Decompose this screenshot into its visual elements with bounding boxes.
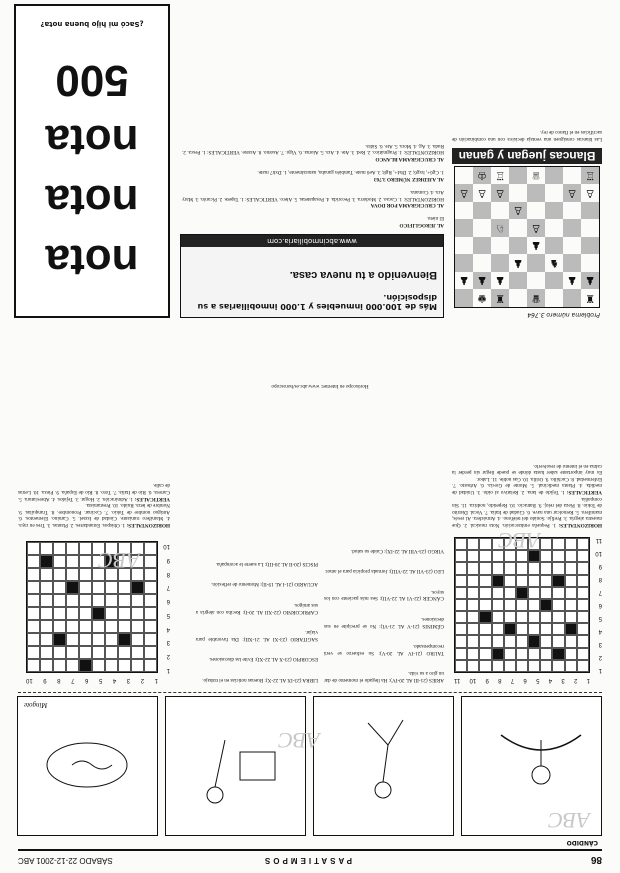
chess-square (545, 237, 563, 255)
chess-square (545, 185, 563, 203)
col-number: 4 (112, 677, 117, 683)
solutions (182, 8, 444, 228)
chess-section (452, 8, 602, 318)
row-number: 6 (166, 598, 170, 605)
col-number: 1 (154, 677, 158, 683)
watermark: ABC (498, 528, 540, 553)
chess-square: ♙ (585, 187, 595, 200)
chess-square: ♖ (495, 169, 505, 183)
row-number: 4 (598, 628, 602, 634)
chess-square (581, 255, 599, 273)
chess-square (527, 255, 545, 273)
col-number: 11 (454, 677, 461, 683)
col-number: 5 (536, 677, 540, 683)
nota-box (14, 4, 170, 318)
cartoon-panel-2 (313, 696, 454, 836)
cartoon-drawing-2 (314, 697, 453, 835)
chess-square: ♟ (581, 272, 599, 290)
row-number: 2 (166, 653, 170, 660)
chess-square (491, 202, 509, 220)
row-number: 9 (166, 556, 170, 563)
chess-square (509, 185, 527, 203)
chess-square: ♖ (581, 167, 599, 185)
nota-word-2: nota (45, 176, 139, 225)
col-number: 2 (574, 677, 578, 683)
row-number: 8 (166, 570, 170, 577)
chess-square (581, 237, 599, 255)
sign-leo: LEO (23-VII AL 22-VIII): Jornada propicia para el amor. (324, 568, 444, 575)
crossword-right (18, 533, 170, 683)
chess-caption: Problema número 3.764 (527, 311, 600, 318)
sign-piscis: PISCIS (20-II AL 20-III): La suerte le acompaña. (215, 560, 318, 567)
chess-square (455, 220, 473, 238)
crossword-right-clues (18, 328, 170, 528)
chess-square: ♙ (509, 202, 527, 220)
page-number: 86 (590, 854, 602, 865)
chess-square (509, 290, 527, 308)
chess-square (455, 237, 473, 255)
chess-square (545, 290, 563, 308)
cartoon-panel-3 (165, 696, 306, 836)
row-number: 8 (598, 576, 602, 582)
row-number: 2 (598, 654, 602, 660)
sign-acuario: ACUARIO (21-I AL 19-II): Momento de reflexión. (211, 581, 318, 588)
clues-verticales: 1. Tejido de lana. 2. Relativo al oído. 3. Unidad de medida. 4. Planta medicinal. 5. Monte de Grecia. 6. Arbusto. 7. Enfermedad. 8. Cuchillo. 9. Orilla. 10. Gas noble. 11. Labor. (452, 475, 602, 496)
row-number: 10 (163, 543, 170, 550)
col-number: 7 (510, 677, 515, 683)
chess-square (527, 185, 545, 203)
clues-verticales: 1. Admiración. 2. Hogar. 3. Tejidos. 4. Abreviatura. 5. Carrera. 6. Río de Italia. 7. Toro. 8. Río de España. 9. Pieza. 10. Letras de calle. (18, 482, 170, 502)
chess-square (455, 255, 473, 273)
row-number: 5 (166, 611, 170, 618)
chess-square: ♟ (473, 272, 491, 290)
nota-word-1: nota (45, 236, 139, 285)
chess-square (455, 167, 473, 185)
chess-square (509, 167, 527, 185)
row-number: 5 (598, 615, 602, 621)
cut-line (18, 692, 602, 693)
chess-square: ♕ (531, 169, 541, 183)
row-number: 3 (166, 639, 170, 646)
solution-text: HORIZONTALES: 1. Pragmático. 2. Red. 3. Ate. 4. Ara. 5. Aloma. 6. Vigo. 7. Asomo. 8. Ararse. VERTICALES: 1. Pesca. 2. Ruda. 3. Ag. 4. Mora. 5. Ate. 6. Sidra. (182, 142, 444, 156)
chess-square (527, 202, 545, 220)
crossword-left-col-numbers (454, 677, 590, 683)
chess-square (491, 237, 509, 255)
chess-square: ♛ (527, 290, 545, 308)
chess-square (455, 202, 473, 220)
chess-square (509, 237, 527, 255)
col-number: 8 (498, 677, 502, 683)
solution-text: 1. Cg6+, hxg6; 2. Dh4+, Rg8; 3. Ae6 mate. También ganaba, naturalmente, 1. Dxh7 mate. (257, 169, 444, 176)
chess-square: ♜ (491, 290, 509, 308)
chess-square (509, 220, 527, 238)
clues-horizontales: 1. Pequeña embarcación. Nota musical. 2. Que muestra alegría. 3. Prefijo. Sonido del teléfono. 4. Atmósfera. Al revés, mamífero. 5. Remolcar una nave. 6. Ciudad de Italia. 7. Vocal. Distrito de Tokio. 8. Pieza del reloj. 9. Batracio. 10. Repetido, nodriza. 11. Sin compañía. (452, 495, 602, 528)
row-number: 11 (595, 537, 602, 543)
chess-title: Blancas juegan y ganan (452, 148, 602, 164)
row-number: 1 (598, 667, 602, 673)
row-number: 9 (598, 563, 602, 569)
solution-heading: AL AJEDREZ NÚMERO 3.763 (373, 175, 444, 182)
col-number: 10 (26, 677, 33, 683)
row-number: 3 (598, 641, 602, 647)
ad-url[interactable]: www.abcinmobiliaria.com (181, 235, 443, 247)
chess-square: ♟ (495, 274, 505, 288)
crossword-right-row-numbers (163, 543, 170, 673)
chess-square (509, 272, 527, 290)
cartoon-drawing-3 (166, 697, 305, 835)
inmobiliaria-ad (180, 234, 444, 318)
sign-sagitario: SAGITARIO (23-XI AL 21-XII): Día favorable para viajar. (196, 629, 318, 642)
sign-libra: LIBRA (23-IX AL 22-X): Buenas noticias en el trabajo. (202, 677, 318, 683)
chess-square: ♙ (563, 185, 581, 203)
page-header (18, 849, 602, 867)
chess-text: Las blancas consiguen una ventaja decisiva con una combinación de sacrificios en el flanco de rey. (452, 129, 602, 142)
col-number: 3 (561, 677, 565, 683)
clues-heading: VERTICALES: (134, 495, 170, 502)
chess-square (545, 167, 563, 185)
row-number: 6 (598, 602, 602, 608)
col-number: 5 (98, 677, 103, 683)
col-number: 7 (71, 677, 75, 683)
chess-square: ♟ (459, 274, 469, 288)
jeroglifico-text: Es muy importante saber hasta dónde se puede llegar sin perder la calma en el intento de resolverlo. (452, 462, 602, 476)
chess-square: ♜ (585, 292, 595, 305)
chess-square: ♟ (513, 257, 523, 270)
chess-square (563, 255, 581, 273)
col-number: 3 (126, 677, 131, 683)
chess-square: ♙ (477, 187, 487, 200)
col-number: 1 (586, 677, 590, 683)
col-number: 2 (140, 677, 145, 683)
chess-square: ♙ (527, 220, 545, 238)
chess-square (545, 220, 563, 238)
chess-square: ♘ (491, 220, 509, 238)
chess-square (563, 167, 581, 185)
chess-square: ♙ (455, 185, 473, 203)
row-number: 7 (166, 584, 170, 591)
sign-escorpio: ESCORPIO (23-X AL 22-XI): Evite las discusiones. (208, 656, 318, 663)
chess-square (473, 255, 491, 273)
chess-square (473, 202, 491, 220)
col-number: 9 (485, 677, 489, 683)
chess-square (563, 220, 581, 238)
solution-heading: AL JEROGLÍFICO (399, 222, 444, 228)
chess-square: ♟ (567, 274, 577, 288)
clues-heading: HORIZONTALES: (126, 522, 170, 528)
chess-square (473, 220, 491, 238)
sign-virgo: VIRGO (23-VIII AL 22-IX): Cuide su salud. (350, 547, 444, 554)
col-number: 6 (523, 677, 527, 683)
cartoon-panel-4 (17, 696, 158, 836)
horoscope-col-2 (196, 393, 318, 683)
col-number: 10 (469, 677, 477, 683)
chess-square (563, 237, 581, 255)
chess-square (527, 272, 545, 290)
chess-square (563, 202, 581, 220)
watermark: ABC (278, 728, 320, 753)
row-number: 4 (166, 625, 170, 632)
col-number: 6 (85, 677, 89, 683)
col-number: 9 (43, 677, 47, 683)
sign-tauro: TAURO (21-IV AL 20-V): Su esfuerzo se verá recompensado. (324, 643, 444, 656)
chess-square (473, 237, 491, 255)
sign-capricornio: CAPRICORNIO (22-XII AL 20-I): Reciba con alegría a sus amigos. (196, 602, 318, 615)
clues-horizontales: 1. Obispos. Estandartes. 2. Plantas. 3. Tres en raya. 4. Mamífero rumiante. Ciudad de Israel. 5. Camino. Elementos. 6. Antiguo nombre de Tokio. 7. Cocinar. Pronombre. 8. Tranquilas. 9. Nombre de letra. Ruido. 10. Prestamista. (18, 502, 170, 528)
section-title: PASATIEMPOS (261, 856, 352, 865)
cartoon-drawing-4 (18, 697, 157, 835)
chess-square (563, 290, 581, 308)
chess-square: ♚ (477, 292, 487, 305)
chess-square: ♔ (473, 167, 491, 185)
chess-square: ♞ (549, 257, 559, 270)
crossword-right-col-numbers (26, 677, 158, 683)
col-number: 8 (57, 677, 61, 683)
col-number: 4 (548, 677, 553, 683)
chess-square (545, 202, 563, 220)
cartoon-title: CÁNDIDO (566, 839, 598, 846)
page-date: SÁBADO 22-12-2001 ABC (18, 856, 113, 865)
sign-geminis: GÉMINIS (21-V AL 21-VI): No se precipite en sus decisiones. (324, 616, 444, 629)
cartoon-strip (18, 696, 602, 846)
chess-board (454, 166, 600, 308)
crossword-left-clues (452, 332, 602, 528)
ad-headline: Bienvenido a tu nueva casa. (289, 269, 437, 281)
nota-number: 500 (55, 56, 129, 105)
horoscope-credit: Horóscopo en Internet: www.abc.es/horoscopo (271, 383, 369, 389)
solution-heading: AL CRUCIGRAMA BLANCO (375, 156, 444, 163)
solution-text: HORIZONTALES: 1. Cacao. 2. Modorra. 3. Pecorida. 4. Posapatetas. 5. Alero. VERTICALES: 1. Tapete. 2. Picarón. 3. Mary Ara. 4. Cumana. (182, 189, 444, 202)
cartoon-signature: Mingote (24, 701, 48, 709)
horoscope-col-1 (324, 393, 444, 683)
sign-aries: ARIES (21-III AL 20-IV): Ha llegado el momento de dar un giro a su vida. (324, 670, 444, 683)
solution-text: El nieto. (426, 215, 444, 222)
crossword-left-grid (454, 537, 590, 673)
chess-square: ♟ (531, 239, 541, 253)
nota-word-3: nota (45, 116, 139, 165)
chess-square (545, 272, 563, 290)
ad-text: Más de 100.000 inmuebles y 1.000 inmobiliarias a su disposición. (197, 293, 437, 311)
watermark: ABC (98, 548, 140, 573)
crossword-left-row-numbers (595, 537, 602, 673)
sign-cancer: CÁNCER (22-VI AL 22-VII): Sea más paciente con los suyos. (324, 588, 444, 602)
chess-square (491, 255, 509, 273)
clues-heading: VERTICALES: (566, 489, 602, 496)
chess-square (581, 220, 599, 238)
chess-square (455, 290, 473, 308)
row-number: 7 (598, 589, 602, 595)
solution-heading: AL CRUCIGRAMA POR DOVA (370, 202, 444, 209)
row-number: 1 (166, 667, 170, 673)
chess-square: ♙ (491, 185, 509, 203)
nota-question: ¿Sacó mi hijo buena nota? (40, 20, 144, 28)
row-number: 10 (595, 550, 602, 556)
chess-square (581, 202, 599, 220)
watermark: ABC (548, 808, 590, 833)
clues-heading: HORIZONTALES: (558, 522, 602, 528)
